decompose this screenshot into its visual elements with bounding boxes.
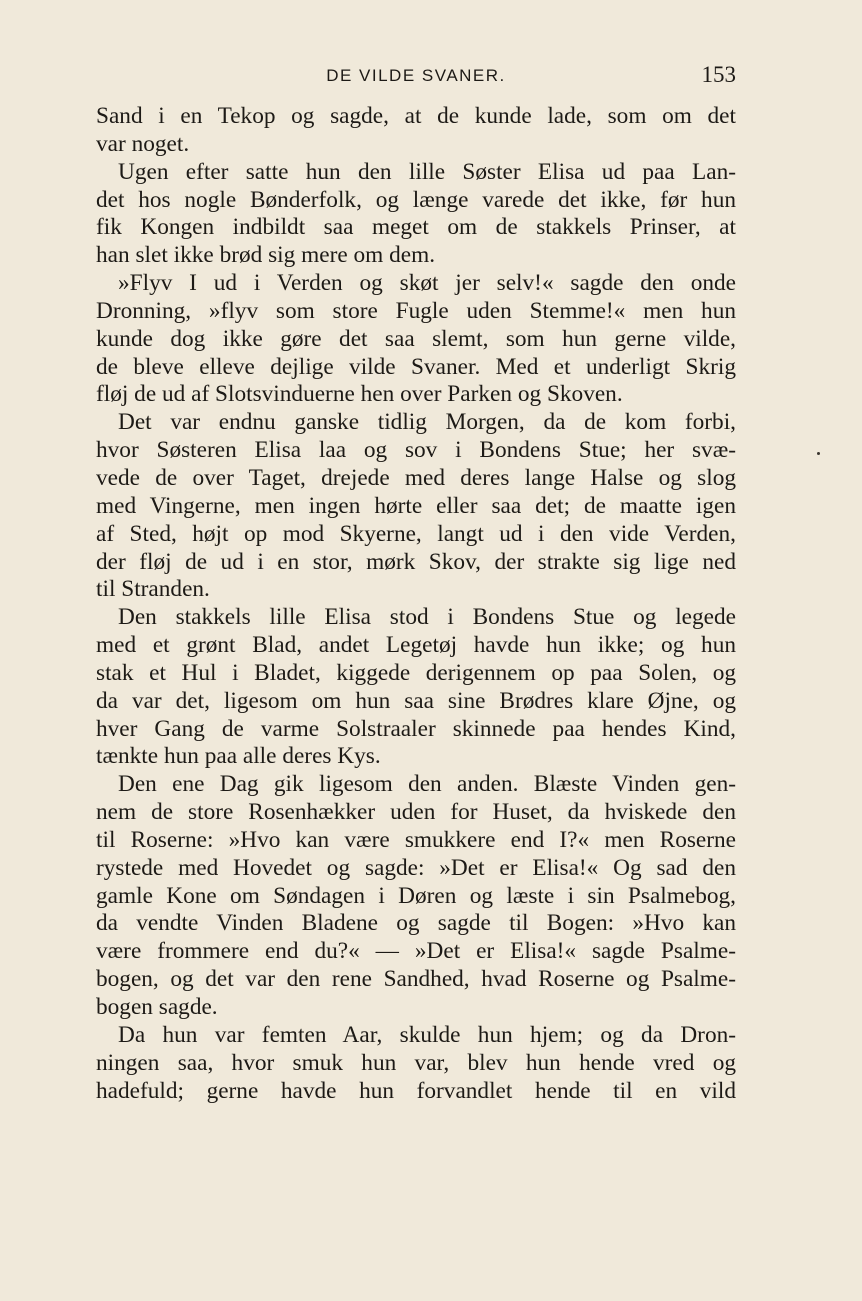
body-text: [96, 103, 736, 1105]
text-line: da vendte Vinden Bladene og sagde til Bogen: »Hvo kan: [96, 910, 736, 937]
text-line: han slet ikke brød sig mere om dem.: [96, 242, 436, 269]
text-line: bogen, og det var den rene Sandhed, hvad Roserne og Psalme-: [96, 966, 736, 993]
text-line: de bleve elleve dejlige vilde Svaner. Med et underligt Skrig: [96, 353, 736, 380]
text-line: af Sted, højt op mod Skyerne, langt ud i den vide Verden,: [96, 520, 736, 547]
text-line: hadefuld; gerne havde hun forvandlet hende til en vild: [96, 1077, 736, 1104]
text-line: ningen saa, hvor smuk hun var, blev hun hende vred og: [96, 1049, 736, 1076]
text-line: rystede med Hovedet og sagde: »Det er Elisa!« Og sad den: [96, 854, 736, 881]
text-line: Det var endnu ganske tidlig Morgen, da de kom forbi,: [118, 409, 736, 436]
text-line: der fløj de ud i en stor, mørk Skov, der strakte sig lige ned: [96, 548, 736, 575]
running-title: DE VILDE SVANER.: [326, 66, 506, 85]
text-line: fløj de ud af Slotsvinduerne hen over Parken og Skoven.: [96, 381, 623, 408]
text-line: tænkte hun paa alle deres Kys.: [96, 743, 381, 770]
text-line: var noget.: [96, 130, 190, 157]
text-line: kunde dog ikke gøre det saa slemt, som hun gerne vilde,: [96, 325, 736, 352]
text-line: Sand i en Tekop og sagde, at de kunde lade, som om det: [96, 103, 736, 129]
text-line: det hos nogle Bønderfolk, og længe varede det ikke, før hun: [96, 186, 736, 213]
text-line: nem de store Rosenhækker uden for Huset, da hviskede den: [96, 799, 736, 826]
page-number: 153: [701, 62, 736, 87]
text-line: til Stranden.: [96, 576, 210, 603]
text-line: bogen sagde.: [96, 994, 218, 1020]
running-head: [96, 62, 736, 92]
text-line: Ugen efter satte hun den lille Søster Elisa ud paa Lan-: [118, 158, 736, 185]
text-line: fik Kongen indbildt saa meget om de stakkels Prinser, at: [96, 214, 736, 241]
text-line: hvor Søsteren Elisa laa og sov i Bondens Stue; her svæ-: [96, 437, 736, 464]
text-line: vede de over Taget, drejede med deres lange Halse og slog: [96, 464, 736, 491]
margin-mark: [817, 452, 820, 455]
text-line: til Roserne: »Hvo kan være smukkere end I?« men Roserne: [96, 826, 736, 853]
text-line: Da hun var femten Aar, skulde hun hjem; og da Dron-: [118, 1021, 736, 1048]
text-line: stak et Hul i Bladet, kiggede derigennem op paa Solen, og: [96, 659, 736, 686]
text-line: »Flyv I ud i Verden og skøt jer selv!« sagde den onde: [118, 270, 736, 297]
text-line: være frommere end du?« — »Det er Elisa!« sagde Psalme-: [96, 938, 736, 965]
text-line: med et grønt Blad, andet Legetøj havde hun ikke; og hun: [96, 632, 736, 659]
text-line: Den ene Dag gik ligesom den anden. Blæste Vinden gen-: [118, 771, 736, 798]
text-line: Dronning, »flyv som store Fugle uden Stemme!« men hun: [96, 297, 736, 324]
text-line: da var det, ligesom om hun saa sine Brødres klare Øjne, og: [96, 687, 736, 714]
text-line: med Vingerne, men ingen hørte eller saa det; de maatte igen: [96, 492, 736, 519]
text-line: Den stakkels lille Elisa stod i Bondens Stue og legede: [118, 604, 736, 631]
text-line: hver Gang de varme Solstraaler skinnede paa hendes Kind,: [96, 715, 736, 742]
text-line: gamle Kone om Søndagen i Døren og læste i sin Psalmebog,: [96, 882, 736, 909]
